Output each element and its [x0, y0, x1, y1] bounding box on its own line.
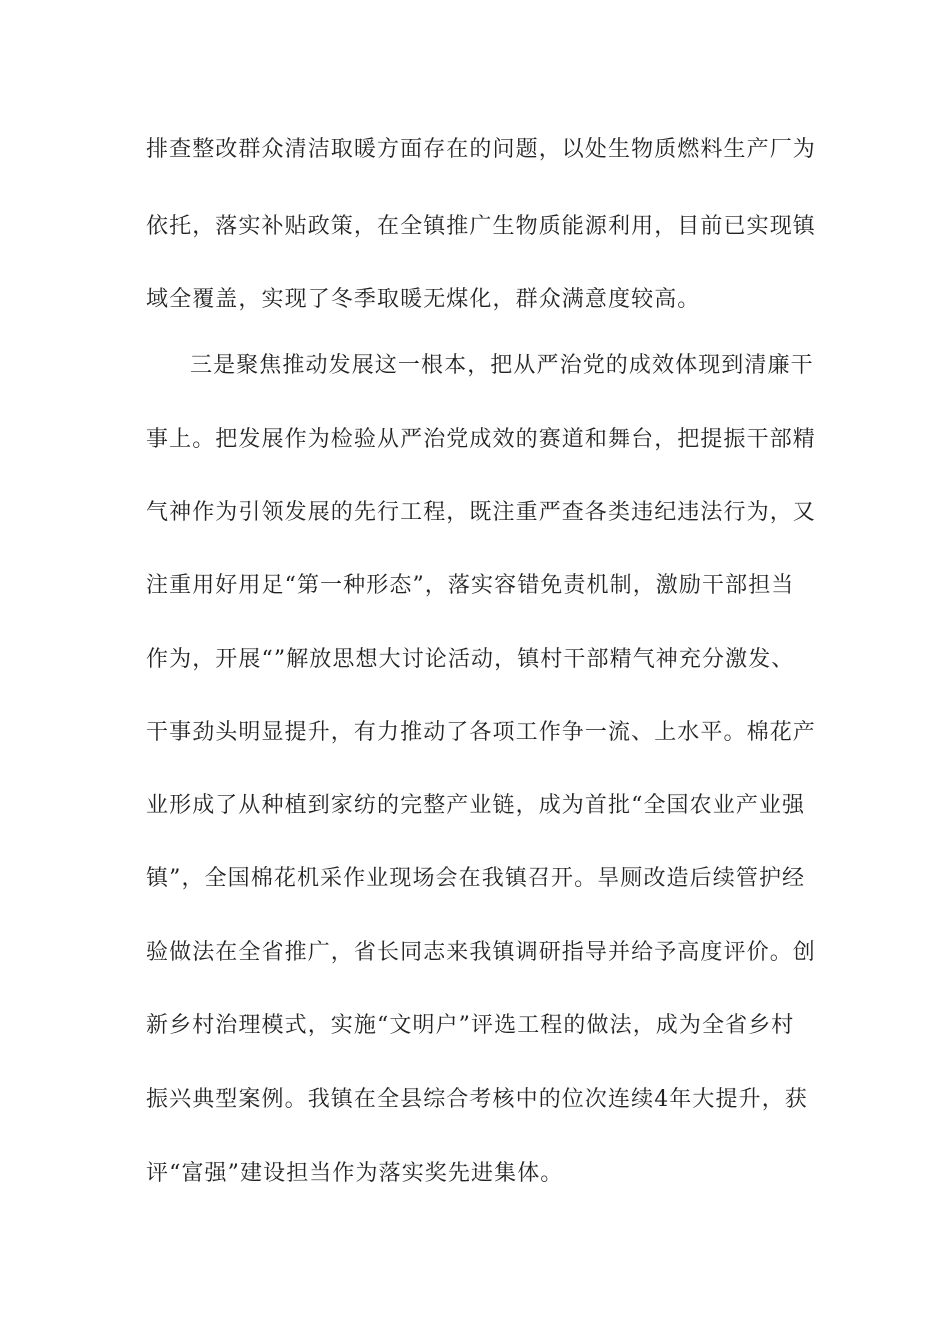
- paragraph-line: 三是聚焦推动发展这一根本，把从严治党的成效体现到清廉干: [190, 353, 814, 378]
- paragraph-line: 新乡村治理模式，实施“文明户”评选工程的做法，成为全省乡村: [146, 1013, 795, 1038]
- paragraph-line: 排查整改群众清洁取暖方面存在的问题，以处生物质燃料生产厂为: [146, 137, 816, 162]
- paragraph-line: 镇”，全国棉花机采作业现场会在我镇召开。旱厕改造后续管护经: [146, 866, 806, 891]
- paragraph-line: 干事劲头明显提升，有力推动了各项工作争一流、上水平。棉花产: [146, 720, 816, 745]
- paragraph-line: 验做法在全省推广，省长同志来我镇调研指导并给予高度评价。创: [146, 940, 816, 965]
- paragraph-line: 依托，落实补贴政策，在全镇推广生物质能源利用，目前已实现镇: [146, 214, 816, 239]
- paragraph-line: 域全覆盖，实现了冬季取暖无煤化，群众满意度较高。: [146, 287, 701, 312]
- paragraph-line: 业形成了从种植到家纺的完整产业链，成为首批“全国农业产业强: [146, 793, 806, 818]
- paragraph-line: 气神作为引领发展的先行工程，既注重严查各类违纪违法行为，又: [146, 500, 816, 525]
- paragraph-line: 振兴典型案例。我镇在全县综合考核中的位次连续4年大提升，获: [146, 1087, 808, 1112]
- paragraph-line: 事上。把发展作为检验从严治党成效的赛道和舞台，把提振干部精: [146, 427, 816, 452]
- paragraph-line: 评“富强”建设担当作为落实奖先进集体。: [146, 1161, 564, 1186]
- paragraph-line: 注重用好用足“第一种形态”，落实容错免责机制，激励干部担当: [146, 573, 795, 598]
- paragraph-line: 作为，开展“”解放思想大讨论活动，镇村干部精气神充分激发、: [146, 647, 795, 672]
